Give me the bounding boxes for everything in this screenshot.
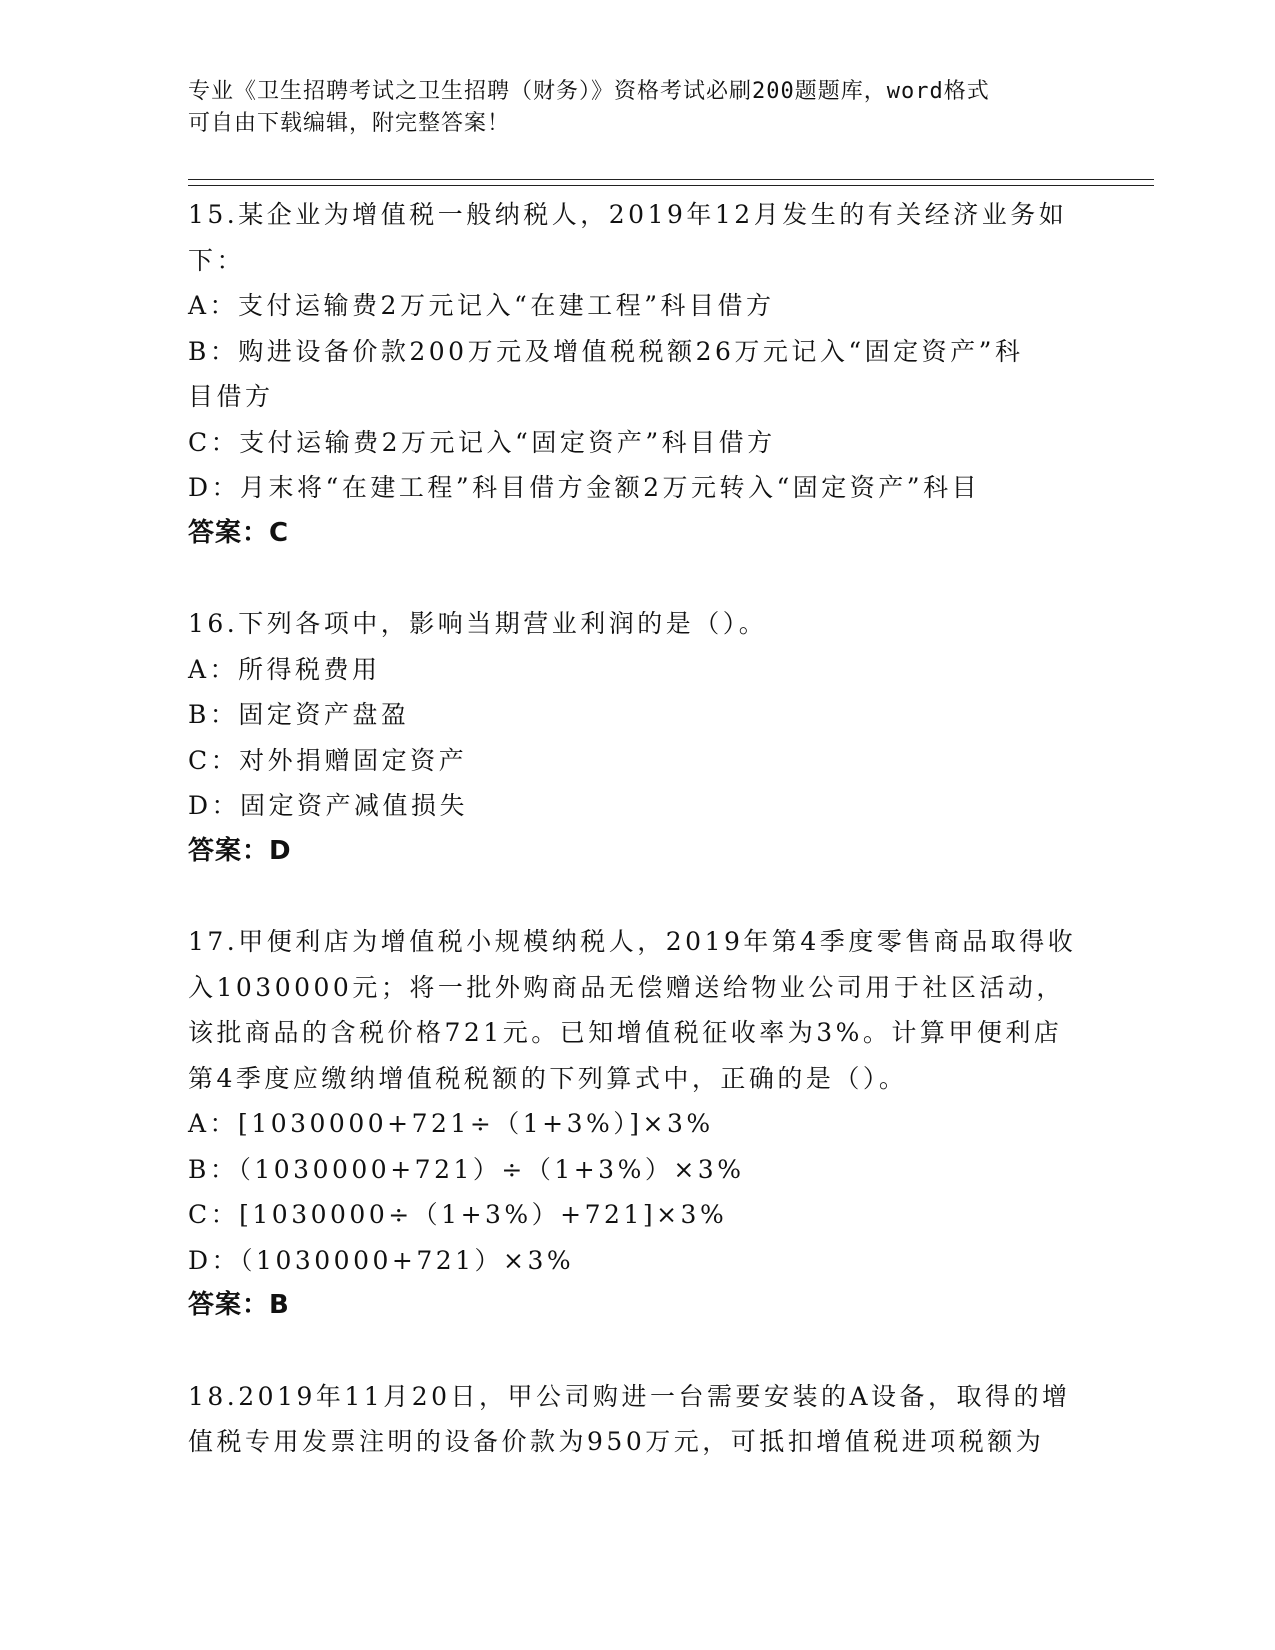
question-stem-line: 值税专用发票注明的设备价款为950万元，可抵扣增值税进项税额为 <box>188 1427 1045 1456</box>
question-stem-line: 入1030000元；将一批外购商品无偿赠送给物业公司用于社区活动， <box>188 972 1065 1002</box>
question-list <box>188 192 1088 1510</box>
option-b: B：购进设备价款200万元及增值税税额26万元记入“固定资产”科 <box>188 336 1024 366</box>
option-b: B：（1030000+721）÷（1+3%）×3% <box>188 1154 745 1184</box>
answer-value: D <box>269 835 292 866</box>
answer-label: 答案： <box>188 1290 270 1320</box>
question-stem-line: 16.下列各项中，影响当期营业利润的是（）。 <box>188 609 768 638</box>
question-17 <box>188 919 1088 1329</box>
question-stem-line: 该批商品的含税价格721元。已知增值税征收率为3%。计算甲便利店 <box>188 1018 1063 1047</box>
question-stem-line: 18.2019年11月20日，甲公司购进一台需要安装的A设备，取得的增 <box>188 1381 1071 1411</box>
question-15 <box>188 192 1088 556</box>
question-stem-line: 17.甲便利店为增值税小规模纳税人，2019年第4季度零售商品取得收 <box>188 927 1077 956</box>
answer-line <box>188 1283 1088 1329</box>
option-d: D：固定资产减值损失 <box>188 791 469 820</box>
option-d: D：（1030000+721）×3% <box>188 1245 575 1275</box>
question-stem-line: 下： <box>188 245 246 275</box>
option-b-continued: 目借方 <box>188 382 274 411</box>
document-header <box>188 76 1068 140</box>
answer-value: C <box>269 517 290 548</box>
header-divider-top <box>188 179 1154 180</box>
option-b: B：固定资产盘盈 <box>188 700 410 729</box>
option-c: C：对外捐赠固定资产 <box>188 745 468 775</box>
question-16 <box>188 601 1088 874</box>
answer-value: B <box>269 1290 290 1320</box>
option-a: A：支付运输费2万元记入“在建工程”科目借方 <box>188 291 775 320</box>
header-line-2: 可自由下载编辑，附完整答案！ <box>188 111 511 136</box>
question-stem-line: 15.某企业为增值税一般纳税人，2019年12月发生的有关经济业务如 <box>188 200 1068 229</box>
question-18 <box>188 1374 1088 1465</box>
header-line-1: 专业《卫生招聘考试之卫生招聘（财务）》资格考试必刷200题题库，word格式 <box>188 79 990 104</box>
option-a: A：[1030000+721÷（1+3%）]×3% <box>188 1109 714 1138</box>
option-c: C：[1030000÷（1+3%）+721]×3% <box>188 1200 728 1229</box>
option-c: C：支付运输费2万元记入“固定资产”科目借方 <box>188 427 776 457</box>
answer-line <box>188 511 1088 557</box>
option-a: A：所得税费用 <box>188 654 381 684</box>
header-divider-bottom <box>188 185 1154 186</box>
question-stem-line: 第4季度应缴纳增值税税额的下列算式中，正确的是（）。 <box>188 1063 908 1093</box>
answer-label: 答案： <box>188 517 270 548</box>
answer-line <box>188 829 1088 875</box>
option-d: D：月末将“在建工程”科目借方金额2万元转入“固定资产”科目 <box>188 473 981 502</box>
answer-label: 答案： <box>188 835 270 866</box>
